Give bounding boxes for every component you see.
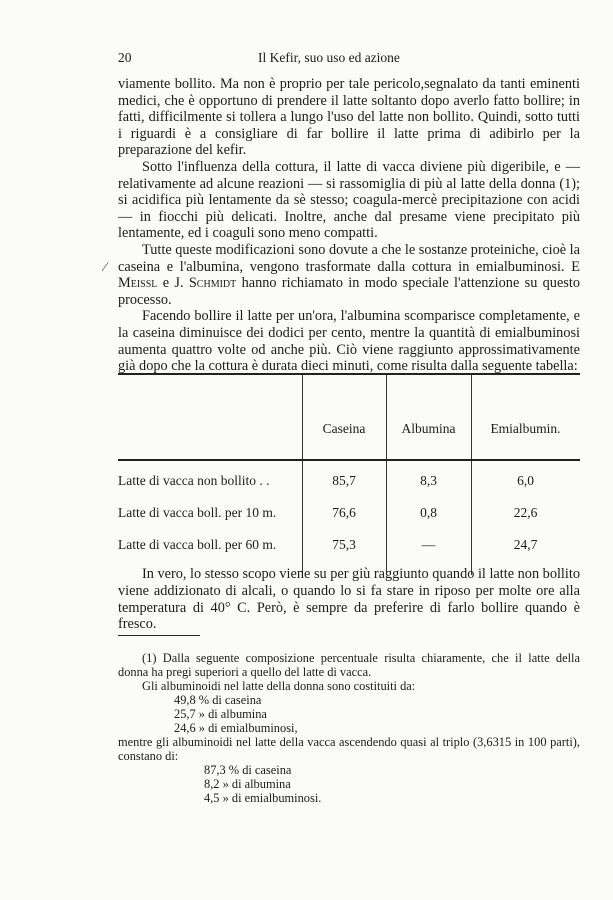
paragraph-5: In vero, lo stesso scopo viene su per giù raggiunto quando il latte non bollito viene addizionato di alcali, o quando lo si fa stare in riposo per molte ore alla temperatura di 40° C. Però, è sempre da preferire di farlo bollire quando è fresco. bbox=[118, 566, 580, 633]
footnote-item: 25,7 » di albumina bbox=[174, 707, 267, 721]
p3-text-a: Tutte queste modificazioni sono dovute a che le sostanze proteiniche, cioè la caseina e l'albumina, vengono trasformate dalla cottura in emialbuminosi. E bbox=[118, 241, 580, 275]
p3-text-b: e J. bbox=[157, 275, 189, 292]
paragraph-2: Sotto l'influenza della cottura, il latte di vacca diviene più digeribile, e — relativamente ad alcune reazioni — si rassomiglia di più al latte della donna (1); si acidifica più lentamente da sè stesso; coagula-mercè precipitazione con acidi — in fiocchi più delicati. Inoltre, anche dal presame viene precipitato più lentamente, ed i coaguli sono meno compatti. bbox=[118, 158, 580, 242]
footnote-item: 24,6 » di emialbuminosi, bbox=[174, 721, 298, 735]
margin-mark: ⁄ bbox=[104, 259, 107, 274]
cell-caseina: 75,3 bbox=[332, 537, 356, 552]
footnote-item: 4,5 » di emialbuminosi. bbox=[204, 791, 322, 805]
cell-emialbumin: 6,0 bbox=[517, 473, 534, 488]
footnote-intro: (1) Dalla seguente composizione percentuale risulta chiaramente, che il latte della donna ha pregi superiori a quello del latte di vacca. bbox=[118, 651, 580, 679]
paragraph-4: Facendo bollire il latte per un'ora, l'albumina scomparisce completamente, e la caseina diminuisce dei dodici per cento, mentre la quantità di emialbuminosi aumenta quattro volte od anche più. Ciò viene raggiunto approssimativamente già dopo che la cottura è durata dieci minuti, come risulta dalla seguente tabella: bbox=[118, 308, 580, 375]
cell-albumina: — bbox=[421, 537, 436, 552]
paragraph-3 bbox=[118, 242, 580, 308]
footnote-cow-intro: mentre gli albuminoidi nel latte della vacca ascendendo quasi al triplo (3,6315 in 100 parti), constano di: bbox=[118, 735, 580, 763]
col-header-emialbumin: Emialbumin. bbox=[490, 421, 561, 436]
footnote-rule bbox=[118, 635, 200, 636]
closing-text bbox=[118, 566, 580, 633]
cell-emialbumin: 22,6 bbox=[513, 505, 538, 520]
footnote bbox=[118, 651, 580, 805]
paragraph-1: viamente bollito. Ma non è proprio per tale pericolo,segnalato da tanti eminenti medici, che è opportuno di prendere il latte soltanto dopo averlo fatto bollire; in fatti, difficilmente si tollera a lungo l'uso del latte non bollito. Quindi, sotto tutti i riguardi è a consigliare di far bollire il latte prima di adibirlo per la preparazione del kefir. bbox=[118, 76, 580, 159]
main-text bbox=[118, 76, 580, 375]
running-title: Il Kefir, suo uso ed azione bbox=[258, 50, 400, 65]
col-header-caseina: Caseina bbox=[322, 421, 366, 436]
cell-albumina: 0,8 bbox=[420, 505, 437, 520]
cell-caseina: 85,7 bbox=[332, 473, 356, 488]
row-label: Latte di vacca boll. per 60 m. bbox=[118, 537, 277, 552]
footnote-item: 49,8 % di caseina bbox=[174, 693, 262, 707]
p3-text-c: hanno richiamato in modo speciale l'attenzione su questo processo. bbox=[118, 275, 580, 308]
footnote-item: 87,3 % di caseina bbox=[204, 763, 292, 777]
page-number: 20 bbox=[118, 50, 132, 65]
footnote-item: 8,2 » di albumina bbox=[204, 777, 291, 791]
row-label: Latte di vacca non bollito . . bbox=[118, 473, 270, 488]
page-header bbox=[118, 50, 580, 68]
table-header-rule bbox=[118, 459, 580, 461]
col-header-albumina: Albumina bbox=[401, 421, 456, 436]
footnote-women-intro: Gli albuminoidi nel latte della donna sono costituiti da: bbox=[142, 679, 416, 693]
table-top-rule bbox=[118, 373, 580, 375]
cell-albumina: 8,3 bbox=[420, 473, 437, 488]
author-schmidt: Schmidt bbox=[188, 275, 237, 292]
row-label: Latte di vacca boll. per 10 m. bbox=[118, 505, 277, 520]
author-meissl: Meissl bbox=[118, 275, 158, 292]
cell-caseina: 76,6 bbox=[332, 505, 356, 520]
cell-emialbumin: 24,7 bbox=[513, 537, 538, 552]
